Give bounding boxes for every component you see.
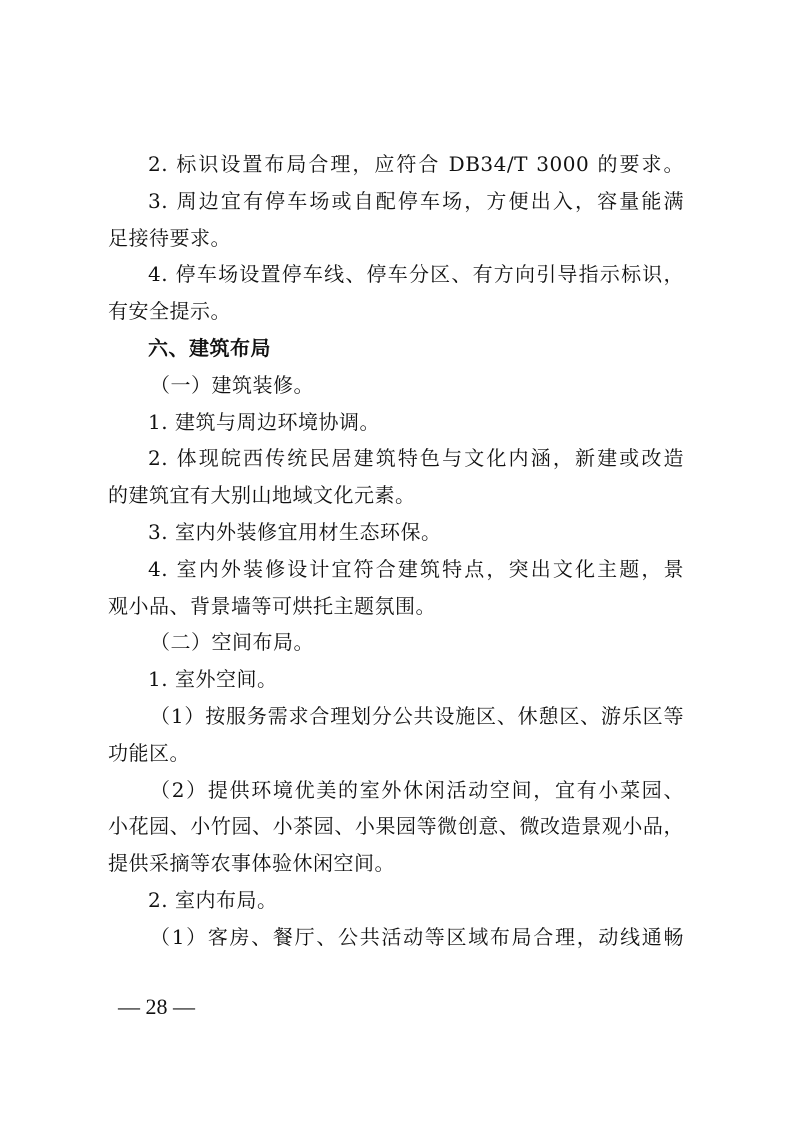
paragraph: 1. 建筑与周边环境协调。 (148, 409, 380, 434)
document-body (108, 146, 684, 956)
paragraph: （2）提供环境优美的室外休闲活动空间，宜有小菜园、 (150, 777, 684, 802)
paragraph: （1）按服务需求合理划分公共设施区、休憩区、游乐区等 (150, 703, 684, 728)
subsection-heading: （一）建筑装修。 (150, 372, 314, 397)
paragraph: 3. 室内外装修宜用材生态环保。 (148, 519, 442, 544)
paragraph-continuation: 有安全提示。 (108, 299, 231, 324)
section-heading: 六、建筑布局 (148, 335, 271, 360)
paragraph: 2. 标识设置布局合理，应符合 DB34/T 3000 的要求。 (148, 152, 684, 176)
subsection-heading: （二）空间布局。 (150, 630, 314, 655)
paragraph: 4. 停车场设置停车线、停车分区、有方向引导指示标识， (148, 262, 684, 287)
paragraph: （1）客房、餐厅、公共活动等区域布局合理，动线通畅 (150, 924, 684, 949)
paragraph: 4. 室内外装修设计宜符合建筑特点，突出文化主题，景 (148, 556, 684, 581)
paragraph-continuation: 的建筑宜有大别山地域文化元素。 (108, 483, 416, 508)
paragraph: 2. 室内布局。 (148, 887, 278, 912)
paragraph-continuation: 提供采摘等农事体验休闲空间。 (108, 851, 395, 876)
paragraph-continuation: 观小品、背景墙等可烘托主题氛围。 (108, 593, 436, 618)
paragraph-continuation: 小花园、小竹园、小茶园、小果园等微创意、微改造景观小品， (108, 814, 684, 839)
paragraph: 2. 体现皖西传统民居建筑特色与文化内涵，新建或改造 (148, 446, 684, 471)
paragraph: 1. 室外空间。 (148, 667, 278, 692)
page-number: — 28 — (118, 994, 195, 1019)
paragraph-continuation: 足接待要求。 (108, 225, 231, 250)
paragraph-continuation: 功能区。 (108, 740, 190, 765)
paragraph: 3. 周边宜有停车场或自配停车场，方便出入，容量能满 (148, 188, 684, 213)
